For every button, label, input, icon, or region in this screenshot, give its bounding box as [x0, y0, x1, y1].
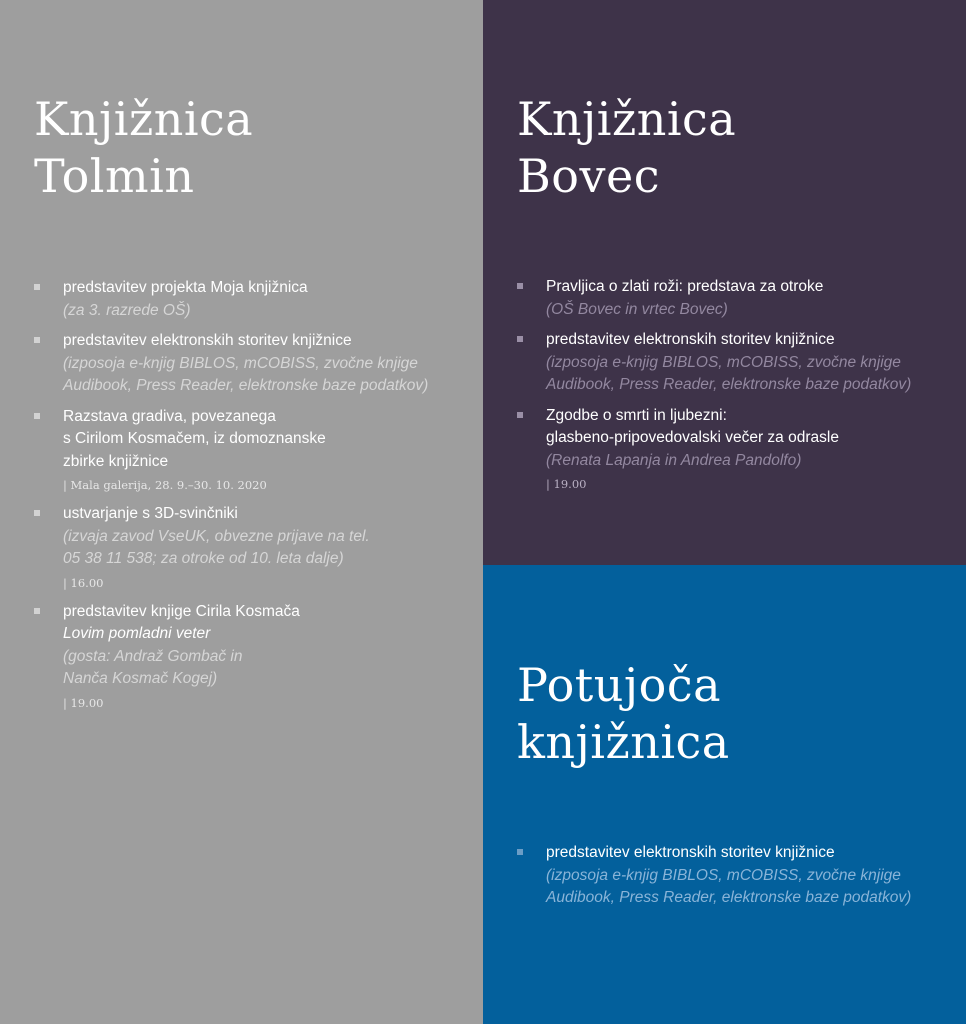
tolmin-event-list — [34, 277, 464, 721]
event-item — [517, 842, 947, 910]
event-item — [34, 601, 464, 713]
potujoca-title-line-2: knjižnica — [517, 715, 730, 769]
event-item — [517, 276, 947, 321]
event-title-line: zbirke knjižnice — [63, 452, 169, 470]
event-meta: | 19.00 — [63, 695, 104, 710]
bovec-title-line-2: Bovec — [517, 149, 660, 203]
event-item — [34, 277, 464, 322]
event-item — [517, 329, 947, 397]
event-note: (za 3. razrede OŠ) — [63, 301, 191, 319]
event-book-title: Lovim pomladni veter — [63, 625, 211, 642]
square-bullet-icon — [517, 336, 523, 342]
event-title: predstavitev elektronskih storitev knjižnice — [546, 331, 835, 348]
event-title-line: Zgodbe o smrti in ljubezni: — [546, 406, 727, 424]
event-note-line: Nanča Kosmač Kogej) — [63, 670, 218, 687]
event-meta: | Mala galerija, 28. 9.–30. 10. 2020 — [63, 478, 267, 492]
square-bullet-icon — [517, 283, 523, 289]
event-title-line: glasbeno-pripovedovalski večer za odrasle — [546, 429, 839, 446]
event-title: Pravljica o zlati roži: predstava za otroke — [546, 278, 824, 295]
square-bullet-icon — [34, 510, 40, 516]
event-item — [517, 405, 947, 495]
event-meta: | 16.00 — [63, 575, 104, 590]
bovec-title — [517, 91, 736, 205]
event-item — [34, 330, 464, 398]
potujoca-panel — [483, 565, 966, 1024]
event-title: predstavitev knjige Cirila Kosmača — [63, 602, 300, 620]
square-bullet-icon — [517, 412, 523, 418]
potujoca-event-list — [517, 842, 947, 918]
event-title: predstavitev elektronskih storitev knjižnice — [546, 844, 835, 861]
event-note-line: 05 38 11 538; za otroke od 10. leta dalje) — [63, 550, 344, 567]
tolmin-title-line-1: Knjižnica — [34, 92, 254, 146]
event-item — [34, 503, 464, 593]
bovec-panel — [483, 0, 966, 565]
event-note: (izposoja e-knjig BIBLOS, mCOBISS, zvočne knjige Audibook, Press Reader, elektronske baze podatkov) — [546, 353, 912, 393]
event-title-line: s Cirilom Kosmačem, iz domoznanske — [63, 430, 326, 447]
square-bullet-icon — [34, 608, 40, 614]
event-note: (Renata Lapanja in Andrea Pandolfo) — [546, 451, 802, 469]
event-note-line: (gosta: Andraž Gombač in — [63, 647, 243, 665]
event-note: (OŠ Bovec in vrtec Bovec) — [546, 300, 728, 318]
square-bullet-icon — [34, 284, 40, 290]
event-meta: | 19.00 — [546, 477, 587, 491]
event-item — [34, 406, 464, 496]
event-note: (izposoja e-knjig BIBLOS, mCOBISS, zvočne knjige Audibook, Press Reader, elektronske baze podatkov) — [63, 354, 429, 394]
square-bullet-icon — [517, 849, 523, 855]
square-bullet-icon — [34, 413, 40, 419]
tolmin-title-line-2: Tolmin — [34, 149, 195, 203]
event-note: (izposoja e-knjig BIBLOS, mCOBISS, zvočne knjige Audibook, Press Reader, elektronske baze podatkov) — [546, 866, 912, 906]
event-title: predstavitev projekta Moja knjižnica — [63, 279, 308, 296]
event-title: ustvarjanje s 3D-svinčniki — [63, 505, 238, 522]
event-title: predstavitev elektronskih storitev knjižnice — [63, 332, 352, 349]
bovec-title-line-1: Knjižnica — [517, 92, 737, 146]
square-bullet-icon — [34, 337, 40, 343]
potujoca-title-line-1: Potujoča — [517, 658, 722, 712]
tolmin-title — [34, 91, 253, 205]
event-note-line: (izvaja zavod VseUK, obvezne prijave na tel. — [63, 527, 370, 545]
potujoca-title — [517, 657, 730, 771]
bovec-event-list — [517, 276, 947, 502]
event-title-line: Razstava gradiva, povezanega — [63, 407, 276, 425]
